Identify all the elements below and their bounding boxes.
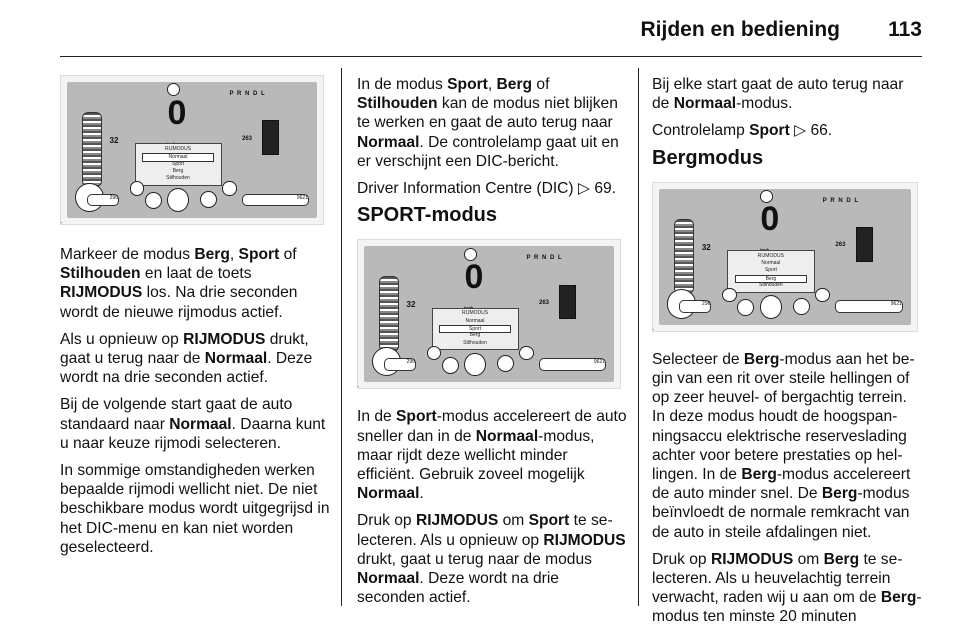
seatbelt-icon: [145, 192, 162, 209]
lamp-icon: [222, 181, 237, 195]
menu-item: Normaal: [465, 317, 485, 324]
fuel-gauge-icon: [856, 227, 873, 262]
odometer-value: 9621: [539, 358, 606, 371]
range-left-value: 32: [701, 242, 711, 252]
menu-title: RIJMODUS: [164, 145, 192, 152]
battery-gauge-icon: [674, 219, 694, 294]
paragraph: In de modus Sport, Berg of Stilhouden kan de modus niet blijken te werken en gaat de auto terug naar Normaal. De controlelamp gaat uit en er verschijnt een DIC-bericht.: [357, 76, 619, 170]
column-2: [357, 75, 627, 615]
menu-item: Normaal: [761, 259, 781, 266]
battery-gauge-icon: [379, 276, 399, 351]
section-heading: Bergmodus: [652, 146, 764, 169]
header-rule: [60, 56, 922, 57]
menu-item: Stilhouden: [166, 175, 190, 182]
odometer-value: 9621: [835, 300, 903, 313]
range-right-value: 263: [242, 135, 253, 142]
gear-indicator: P R N D L: [229, 90, 266, 97]
range-right-value: 263: [835, 242, 846, 249]
page-ref-arrow-icon: ▷: [577, 180, 590, 198]
trip-value: 296: [679, 300, 711, 313]
menu-item: Sport: [172, 160, 184, 167]
paragraph: In de Sport-modus accelereert de auto sneller dan in de Normaal-modus, maar rijdt deze wellicht minder efficiënt. Gebruik zoveel mogelijk Normaal.: [357, 408, 627, 503]
page-reference-link[interactable]: 66.: [810, 122, 833, 140]
stability-icon: [200, 191, 217, 208]
drive-mode-menu: [727, 250, 815, 293]
paragraph: In sommige omstandigheden werken bepaalde rijmodi wellicht niet. De niet beschikbare modus wordt uitgegrijsd in het DIC-menu en kan niet worden geselecteerd.: [60, 462, 330, 556]
lamp-icon: [815, 288, 830, 302]
section-title: Rijden en bediening: [640, 18, 840, 41]
figure-instrument-cluster: . 32 P R N D L 0 RIJMODUS Normaal Sport Berg Stilhouden 263 296 9621: [60, 75, 324, 225]
paragraph: Controlelamp Sport ▷ 66.: [652, 122, 833, 140]
menu-item: Stilhouden: [463, 339, 487, 346]
menu-item: Normaal: [142, 153, 213, 162]
paragraph: Markeer de modus Berg, Sport of Stilhouden en laat de toets RIJMODUS los. Na drie seconden wordt de nieuwe rijmodus actief.: [60, 246, 298, 321]
trip-value: 296: [384, 358, 416, 371]
column-3: [652, 75, 924, 635]
paragraph: Druk op RIJMODUS om Sport te selecteren. Als u opnieuw op RIJMODUS drukt, gaat u terug naar de modus Normaal. Deze wordt na drie seconden actief.: [357, 512, 626, 607]
cluster-display: [364, 246, 614, 382]
eco-icon: [427, 346, 442, 360]
seatbelt-icon: [737, 299, 754, 316]
menu-item: Berg: [735, 275, 807, 284]
range-left-value: 32: [406, 300, 416, 310]
trip-value: 296: [87, 194, 119, 207]
paragraph: Bij de volgende start gaat de auto standaard naar Normaal. Daarna kunt u naar keuze rijmodi selecteren.: [60, 396, 326, 452]
eco-icon: [130, 181, 145, 195]
column-divider-2: [638, 68, 639, 606]
figure-instrument-cluster: . 32 P R N D L 0 RIJMODUS Normaal Sport Berg Stilhouden 263 296 9621: [357, 239, 621, 389]
paragraph: Selecteer de Berg-modus aan het begin van een rit over steile hellingen of op zeer heuvel- of bergachtig terrein. In deze modus houdt de hoogspanningsaccu elektrische reserveslading achter voor betere prestaties op hellingen. In de Berg-modus accelereert de auto minder snel. De Berg-modus beïnvloedt de normale remkracht van de auto in steile afdalingen niet.: [652, 350, 915, 541]
page-header: [0, 0, 960, 55]
gear-indicator: P R N D L: [822, 197, 860, 204]
speed-value: 0: [760, 200, 780, 239]
traction-icon: [760, 295, 782, 319]
cluster-display: [67, 82, 317, 218]
menu-item: Berg: [172, 167, 184, 174]
gear-indicator: P R N D L: [526, 255, 563, 262]
figure-instrument-cluster: . 32 P R N D L 0 RIJMODUS Normaal Sport Berg Stilhouden 263 296 9621: [652, 182, 918, 332]
drive-mode-menu: [432, 308, 519, 351]
column-divider-1: [341, 68, 342, 606]
stability-icon: [497, 355, 514, 372]
fuel-gauge-icon: [559, 285, 576, 320]
lamp-icon: [519, 346, 534, 360]
battery-gauge-icon: [82, 112, 102, 187]
stability-icon: [793, 298, 810, 315]
page-reference-link[interactable]: 69.: [594, 180, 616, 198]
menu-item: Stilhouden: [759, 282, 783, 288]
traction-icon: [167, 188, 189, 212]
menu-title: RIJMODUS: [757, 252, 784, 259]
speed-value: 0: [464, 258, 484, 297]
section-heading: SPORT-modus: [357, 204, 498, 227]
range-left-value: 32: [109, 135, 119, 145]
page-ref-arrow-icon: ▷: [794, 122, 807, 140]
paragraph: Als u opnieuw op RIJMODUS drukt, gaat u terug naar de Normaal. Deze wordt na drie seconden actief.: [60, 330, 313, 387]
paragraph: Driver Information Centre (DIC) ▷ 69.: [357, 180, 616, 198]
odometer-value: 9621: [242, 194, 309, 207]
speed-value: 0: [167, 93, 187, 132]
seatbelt-icon: [442, 357, 459, 374]
menu-title: RIJMODUS: [461, 310, 489, 317]
traction-icon: [464, 353, 486, 377]
range-right-value: 263: [539, 300, 550, 307]
paragraph: Bij elke start gaat de auto terug naar de Normaal-modus.: [652, 76, 904, 113]
page-number: 113: [888, 18, 922, 41]
menu-item: Sport: [764, 267, 777, 274]
eco-icon: [722, 288, 737, 302]
column-1: [60, 75, 330, 565]
paragraph: Druk op RIJMODUS om Berg te selecteren. Als u heuvelachtig terrein verwacht, raden wij u aan om de Berg-modus ten minste 20 minuten: [652, 550, 922, 626]
drive-mode-menu: [135, 143, 222, 186]
menu-item: Berg: [469, 332, 481, 339]
cluster-display: [659, 189, 911, 325]
menu-item: Sport: [439, 325, 510, 334]
fuel-gauge-icon: [262, 120, 279, 155]
